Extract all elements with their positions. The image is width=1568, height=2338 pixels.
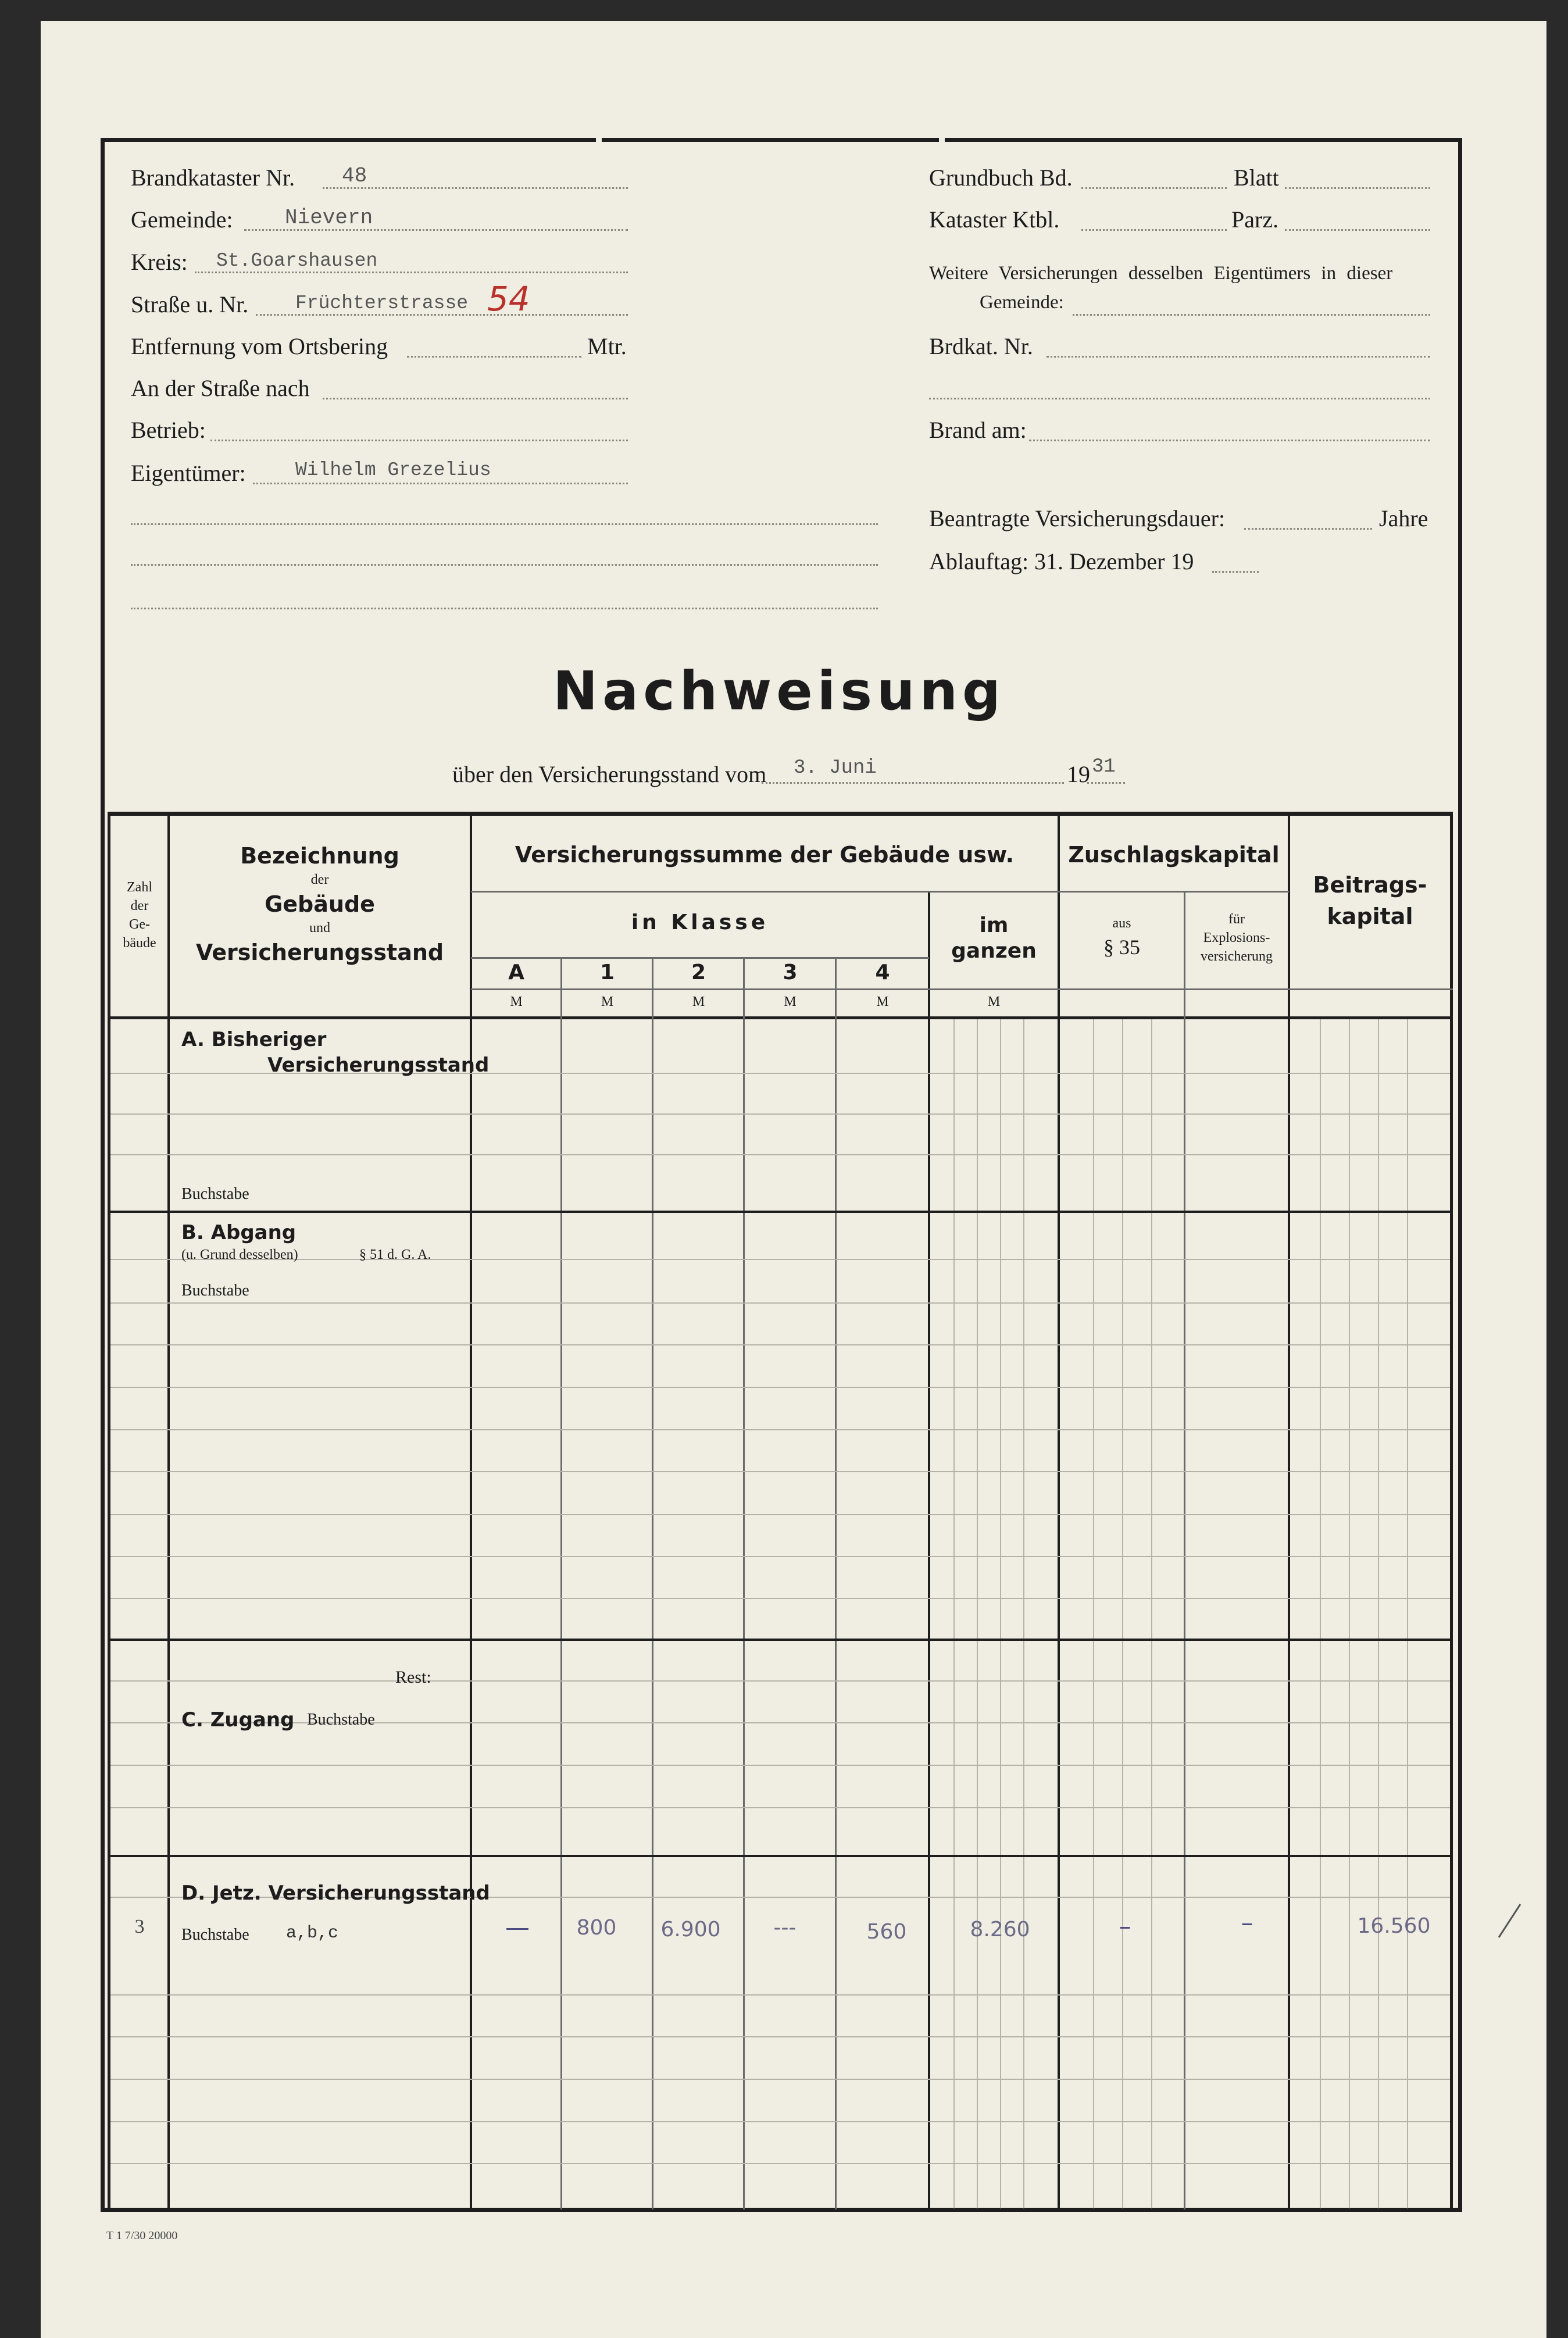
subtitle-label: über den Versicherungsstand vom	[452, 761, 767, 787]
col-explosion-right	[1288, 812, 1290, 2210]
weitere-label: Weitere Versicherungen desselben Eigentümers in dieser	[929, 263, 1393, 284]
row-guide-21	[110, 2121, 1450, 2122]
row-d-zahl: 3	[134, 1916, 145, 1937]
col-aus-right	[1184, 893, 1185, 2210]
header-klasse-a: A	[508, 961, 524, 984]
brdkat-label: Brdkat. Nr.	[929, 333, 1033, 359]
header-zahl-4: bäude	[123, 936, 156, 951]
row-d-beitrag: 16.560	[1357, 1914, 1431, 1938]
col-3-right	[835, 958, 837, 2210]
section-cd-rule	[108, 1855, 1452, 1857]
sub-line-g2	[977, 1019, 978, 2208]
section-d-buchstabe-value: a,b,c	[286, 1923, 339, 1943]
parz-label: Parz.	[1231, 206, 1279, 233]
dauer-label: Beantragte Versicherungsdauer:	[929, 505, 1226, 531]
blatt-line	[1285, 187, 1430, 189]
header-hline-zs	[1058, 891, 1289, 893]
sub-line-b4	[1407, 1019, 1408, 2208]
eigentuemer-value: Wilhelm Grezelius	[295, 459, 491, 481]
bottom-border	[101, 2208, 1462, 2212]
header-klasse-2: 2	[691, 961, 706, 984]
header-ganzen: ganzen	[951, 939, 1037, 963]
subtitle-date: 3. Juni	[794, 757, 877, 779]
parz-line	[1285, 229, 1430, 231]
header-klasse-4: 4	[875, 961, 890, 984]
row-guide-19	[110, 2036, 1450, 2037]
header-bez-4: und	[309, 920, 330, 936]
form-code: T 1 7/30 20000	[106, 2229, 178, 2242]
subtitle-date-line	[762, 782, 1064, 784]
col-4-right	[928, 893, 930, 2210]
header-hline-vs	[471, 891, 1058, 893]
section-ab-rule	[108, 1211, 1452, 1213]
subtitle-year-line	[1087, 782, 1125, 784]
col-zahl-right	[167, 812, 170, 2210]
section-b-title: B. Abgang	[181, 1221, 297, 1244]
section-b-para: § 51 d. G. A.	[359, 1247, 431, 1262]
section-bc-rule	[108, 1639, 1452, 1641]
sub-line-g1	[953, 1019, 955, 2208]
col-bez-right	[470, 812, 472, 2210]
header-beitrags-1: Beitrags-	[1313, 872, 1427, 898]
header-explosion-2: Explosions-	[1203, 930, 1270, 945]
blatt-label: Blatt	[1234, 165, 1279, 191]
section-b-buchstabe: Buchstabe	[181, 1282, 249, 1300]
row-guide-18	[110, 1994, 1450, 1996]
row-d-klasse-3: ---	[773, 1916, 796, 1940]
strasse-label: Straße u. Nr.	[131, 291, 249, 317]
row-guide-15	[110, 1765, 1450, 1766]
betrieb-label: Betrieb:	[131, 417, 206, 443]
table-header-bottom	[108, 1016, 1452, 1019]
sub-line-z3	[1151, 1019, 1152, 2208]
header-hline-im	[929, 988, 1452, 990]
header-bez-5: Versicherungsstand	[195, 940, 444, 965]
subtitle-year-prefix: 19	[1067, 761, 1090, 787]
sub-line-b2	[1349, 1019, 1350, 2208]
table-right-rule	[1450, 812, 1453, 2212]
kreis-value: St.Goarshausen	[216, 250, 378, 272]
gemeinde-label: Gemeinde:	[131, 206, 233, 233]
weitere-line	[1073, 314, 1430, 316]
row-d-im-ganzen: 8.260	[970, 1918, 1030, 1941]
row-guide-10	[110, 1514, 1450, 1515]
header-bez-1: Bezeichnung	[240, 843, 399, 869]
ablauftag-line	[1212, 571, 1259, 573]
header-zahl-1: Zahl	[127, 880, 152, 895]
header-beitrags-2: kapital	[1327, 904, 1413, 929]
weitere-label-2: Gemeinde:	[980, 292, 1064, 313]
row-guide-8	[110, 1429, 1450, 1430]
row-d-explosion: –	[1241, 1908, 1253, 1937]
gemeinde-value: Nievern	[285, 206, 373, 230]
currency-4: M	[876, 994, 889, 1009]
sub-line-z1	[1093, 1019, 1094, 2208]
section-d-title: D. Jetz. Versicherungsstand	[181, 1882, 490, 1905]
row-guide-22	[110, 2163, 1450, 2164]
top-border-left	[101, 138, 596, 142]
header-klasse-1: 1	[599, 961, 615, 984]
row-guide-2	[110, 1113, 1450, 1115]
kataster-line	[1081, 229, 1227, 231]
row-guide-4	[110, 1259, 1450, 1260]
dauer-line	[1244, 528, 1372, 530]
entfernung-label: Entfernung vom Ortsbering	[131, 333, 388, 359]
left-border	[101, 138, 105, 2212]
row-d-klasse-2: 6.900	[660, 1918, 721, 1941]
table-top-rule	[108, 812, 1452, 816]
col-2-right	[743, 958, 745, 2210]
extra-line-3	[131, 608, 878, 609]
betrieb-line	[210, 440, 628, 441]
entfernung-unit: Mtr.	[587, 333, 627, 359]
brandkataster-label: Brandkataster Nr.	[131, 165, 295, 191]
section-c-rest: Rest:	[395, 1668, 431, 1687]
brandkataster-value: 48	[342, 164, 367, 188]
section-a-buchstabe: Buchstabe	[181, 1185, 249, 1203]
ablauftag-label: Ablauftag: 31. Dezember 19	[929, 548, 1194, 574]
grundbuch-line	[1081, 187, 1227, 189]
header-bez-3: Gebäude	[265, 891, 375, 917]
section-b-sub: (u. Grund desselben)	[181, 1247, 298, 1262]
table-left-rule	[108, 812, 110, 2212]
row-d-klasse-4: 560	[866, 1920, 907, 1944]
gemeinde-line	[244, 229, 628, 231]
header-zuschlagskapital: Zuschlagskapital	[1068, 842, 1280, 868]
row-d-klasse-1: 800	[576, 1916, 617, 1940]
header-zahl	[112, 878, 167, 952]
brdkat-line	[1046, 356, 1430, 358]
row-guide-9	[110, 1471, 1450, 1472]
top-border-mid	[602, 138, 939, 142]
section-d-buchstabe: Buchstabe	[181, 1926, 249, 1944]
header-bez-2: der	[310, 872, 329, 887]
col-a-right	[560, 958, 562, 2210]
col-1-right	[652, 958, 653, 2210]
section-c-title: C. Zugang	[181, 1708, 295, 1732]
sub-line-b3	[1378, 1019, 1379, 2208]
dauer-unit: Jahre	[1379, 505, 1428, 531]
header-zahl-3: Ge-	[129, 917, 150, 932]
row-guide-5	[110, 1302, 1450, 1304]
sub-line-g3	[1000, 1019, 1001, 2208]
brandkataster-line	[323, 187, 628, 189]
header-aus	[1060, 916, 1184, 959]
header-explosion-1: für	[1228, 912, 1245, 927]
pencil-tick-mark	[1494, 1901, 1523, 1942]
brdkat-line-2	[929, 398, 1430, 399]
an-der-strasse-label: An der Straße nach	[131, 375, 310, 401]
row-guide-6	[110, 1344, 1450, 1345]
row-guide-12	[110, 1598, 1450, 1599]
sub-line-b1	[1320, 1019, 1321, 2208]
header-versicherungssumme: Versicherungssumme der Gebäude usw.	[515, 842, 1015, 868]
row-guide-11	[110, 1556, 1450, 1557]
currency-1: M	[601, 994, 614, 1009]
row-guide-13	[110, 1680, 1450, 1682]
header-im: im	[979, 913, 1009, 937]
header-zahl-2: der	[130, 898, 149, 913]
currency-3: M	[784, 994, 796, 1009]
kreis-line	[195, 272, 628, 273]
row-guide-20	[110, 2079, 1450, 2080]
extra-line-1	[131, 523, 878, 525]
eigentuemer-line	[253, 483, 628, 484]
header-in-klasse: in Klasse	[631, 911, 769, 934]
strasse-number-handwritten: 54	[487, 279, 530, 319]
grundbuch-label: Grundbuch Bd.	[929, 165, 1073, 191]
currency-a: M	[510, 994, 523, 1009]
currency-2: M	[692, 994, 705, 1009]
row-guide-16	[110, 1807, 1450, 1808]
header-aus-text: aus	[1112, 916, 1131, 931]
sub-line-g4	[1023, 1019, 1024, 2208]
extra-line-2	[131, 564, 878, 566]
row-d-aus-35: –	[1119, 1912, 1131, 1940]
strasse-value: Früchterstrasse	[295, 292, 469, 314]
strasse-line	[256, 314, 628, 316]
kreis-label: Kreis:	[131, 249, 188, 275]
kataster-label: Kataster Ktbl.	[929, 206, 1060, 233]
brand-line	[1029, 440, 1430, 441]
header-bezeichnung	[170, 843, 470, 965]
row-d-klasse-a: —	[505, 1913, 530, 1941]
header-im-ganzen	[930, 913, 1058, 964]
page-title: Nachweisung	[553, 660, 1005, 722]
header-klasse-3: 3	[783, 961, 798, 984]
an-der-strasse-line	[323, 398, 628, 399]
entfernung-line	[407, 356, 581, 358]
section-c-buchstabe: Buchstabe	[307, 1711, 375, 1729]
header-explosion-3: versicherung	[1201, 949, 1273, 964]
subtitle-year-suffix: 31	[1092, 756, 1116, 778]
row-guide-7	[110, 1387, 1450, 1388]
brand-label: Brand am:	[929, 417, 1027, 443]
header-hline-klasse	[471, 957, 929, 959]
currency-ganzen: M	[987, 994, 1001, 1009]
header-paragraph: § 35	[1103, 936, 1140, 959]
section-a-title-2: Versicherungsstand	[267, 1054, 490, 1077]
eigentuemer-label: Eigentümer:	[131, 460, 246, 486]
top-border-right	[945, 138, 1462, 142]
col-ganzen-right	[1058, 812, 1060, 2210]
sub-line-z2	[1122, 1019, 1123, 2208]
section-a-title: A. Bisheriger	[181, 1028, 327, 1051]
right-border	[1458, 138, 1462, 2212]
header-beitrags	[1290, 869, 1450, 932]
row-guide-3	[110, 1154, 1450, 1155]
header-explosion	[1185, 910, 1288, 966]
